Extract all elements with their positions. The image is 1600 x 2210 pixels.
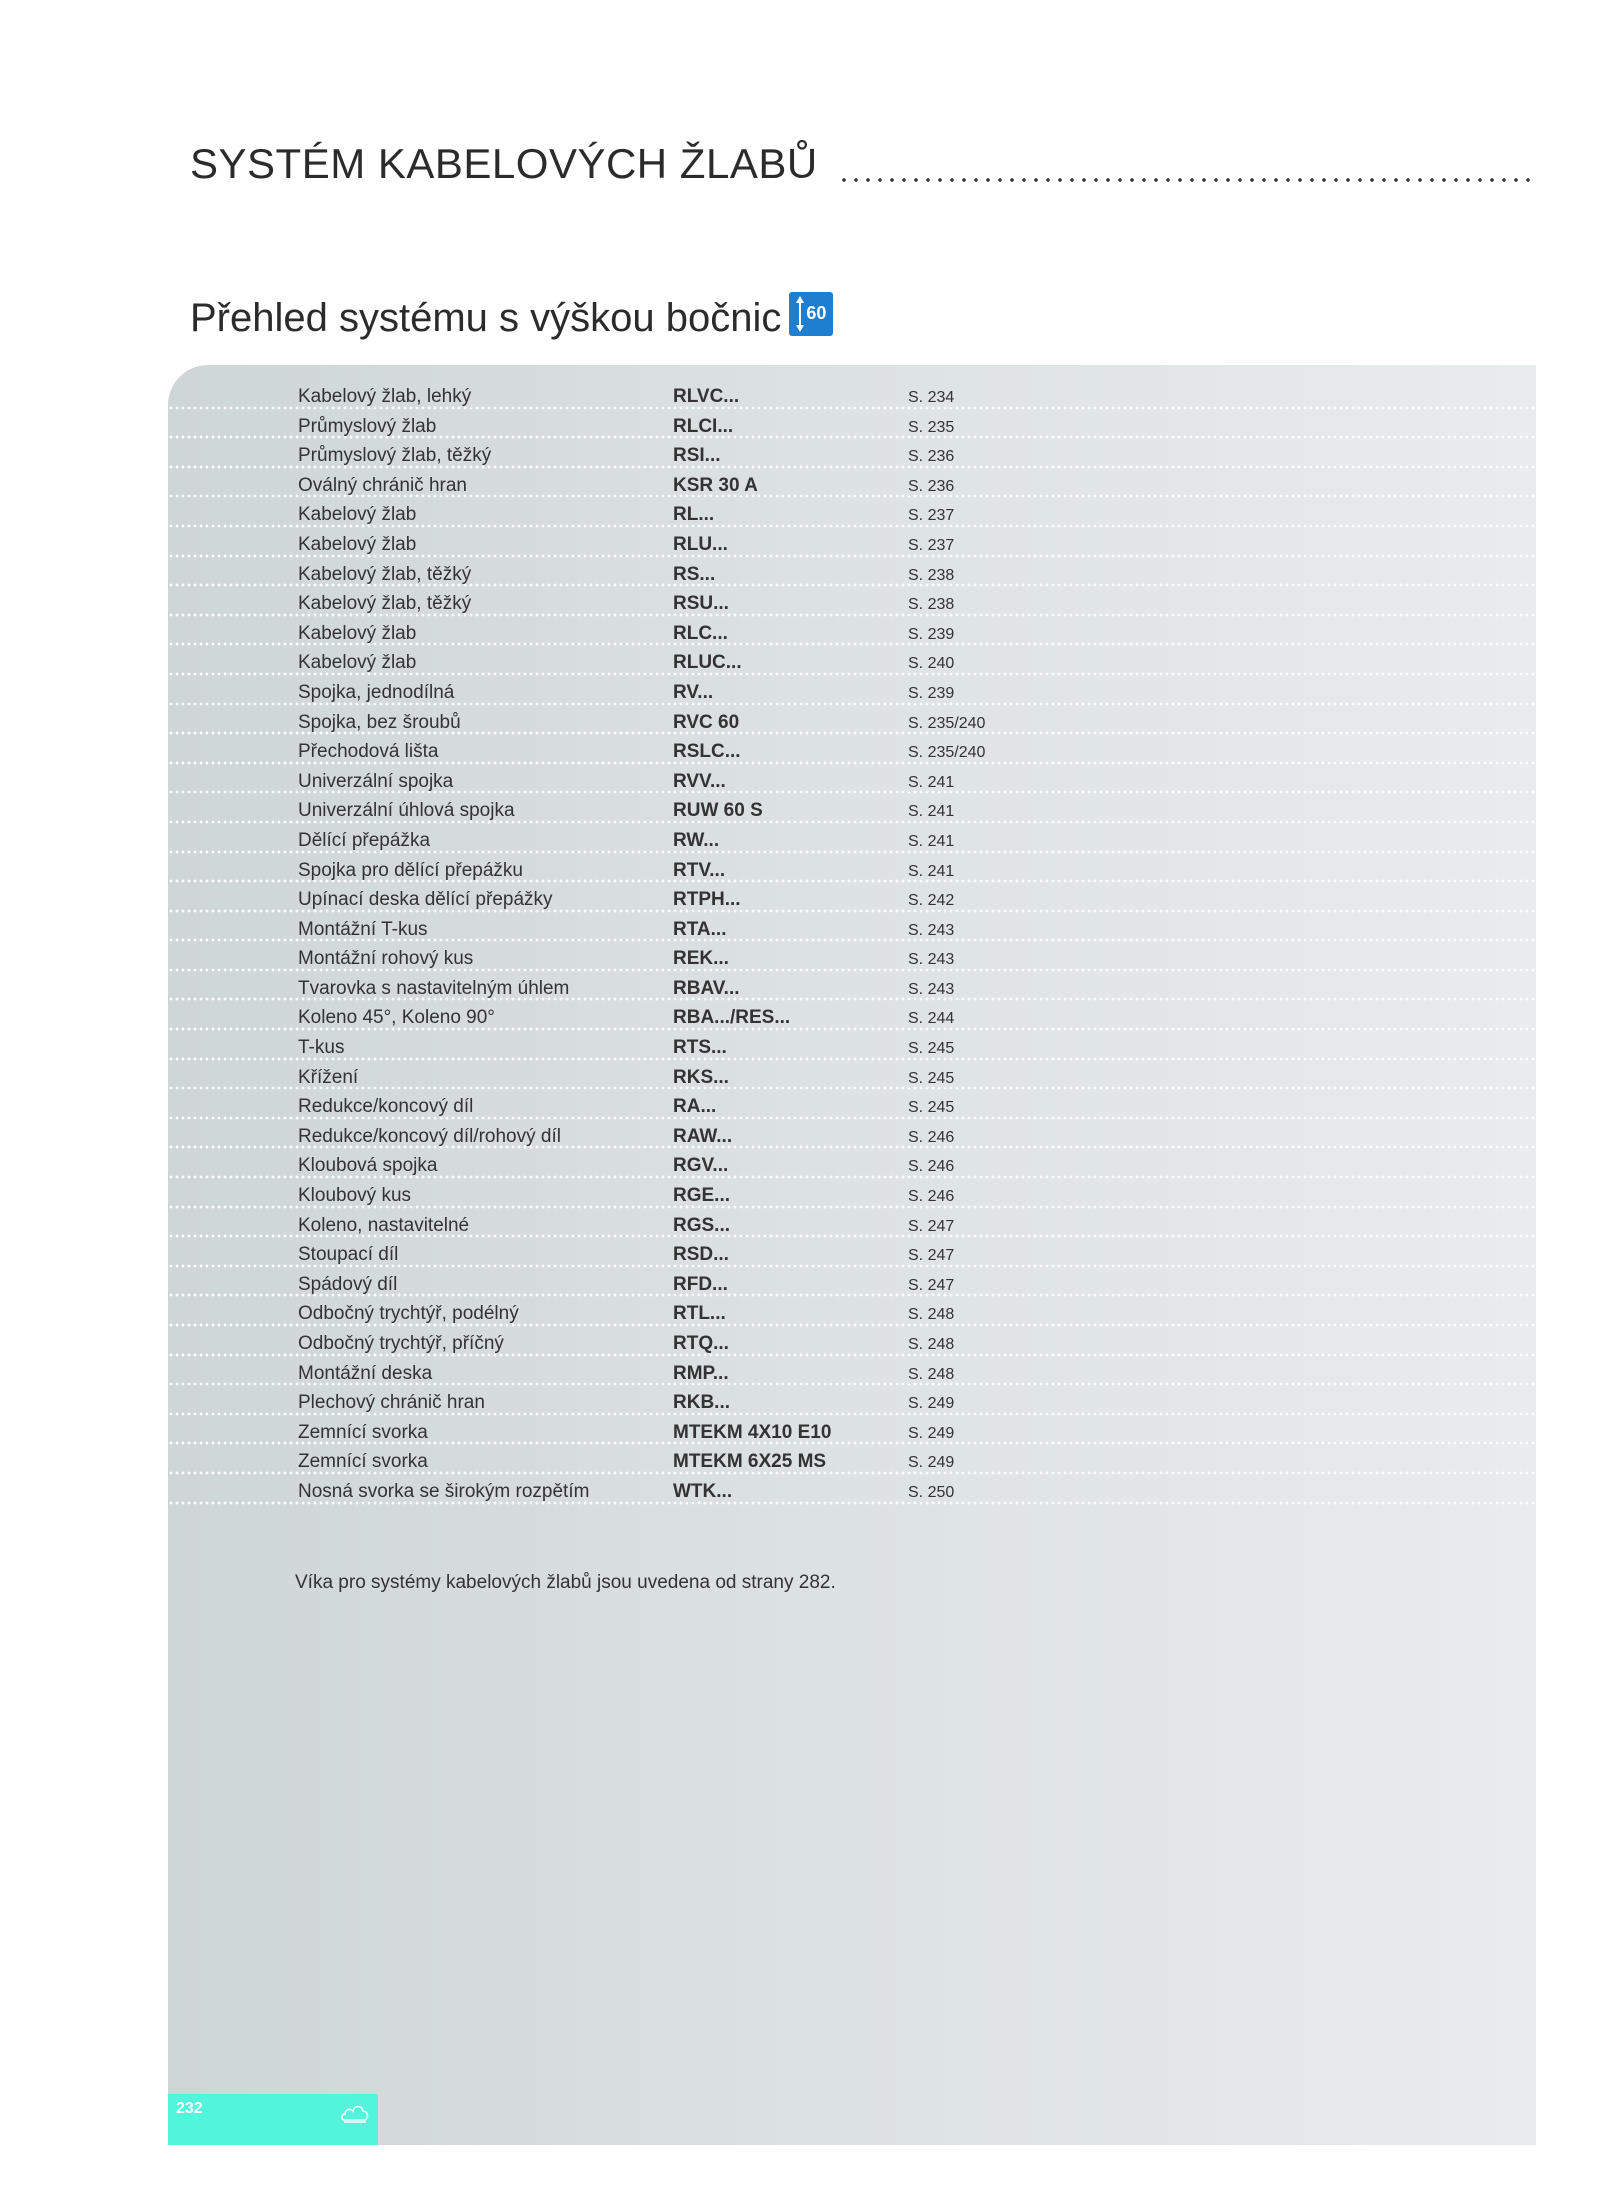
page-reference: S. 238: [908, 566, 955, 584]
table-row: [168, 854, 1536, 884]
page-reference: S. 239: [908, 625, 955, 643]
page-reference: S. 243: [908, 921, 955, 939]
product-code: RLUC...: [673, 652, 742, 674]
product-name: Kabelový žlab: [298, 504, 417, 526]
product-name: Průmyslový žlab, těžký: [298, 445, 492, 467]
product-name: Stoupací díl: [298, 1244, 399, 1266]
table-row: [168, 1386, 1536, 1416]
table-row: [168, 380, 1536, 410]
table-row: [168, 498, 1536, 528]
table-row: [168, 439, 1536, 469]
table-row: [168, 824, 1536, 854]
page-number: 232: [176, 2100, 203, 2117]
product-name: Dělící přepážka: [298, 829, 431, 851]
table-row: [168, 1031, 1536, 1061]
product-code: RMP...: [673, 1362, 729, 1384]
page-reference: S. 249: [908, 1454, 955, 1472]
page-reference: S. 248: [908, 1336, 955, 1353]
product-name: Spojka, bez šroubů: [298, 711, 461, 733]
page-reference: S. 243: [908, 951, 955, 969]
product-code: RGV...: [673, 1155, 729, 1177]
product-code: WTK...: [673, 1480, 733, 1502]
product-code: MTEKM 4X10 E10: [673, 1421, 832, 1443]
table-row: [168, 469, 1536, 499]
product-code: RSU...: [673, 593, 729, 615]
table-row: [168, 1090, 1536, 1120]
product-code: KSR 30 A: [673, 474, 758, 496]
product-code: RTV...: [673, 859, 726, 881]
page-reference: S. 241: [908, 862, 955, 880]
section-heading: [190, 298, 833, 338]
page-reference: S. 248: [908, 1306, 955, 1324]
product-code: RBA.../RES...: [673, 1007, 791, 1029]
table-row: [168, 883, 1536, 913]
page-reference: S. 241: [908, 773, 955, 791]
product-name: Redukce/koncový díl/rohový díl: [298, 1125, 561, 1147]
product-name: Kabelový žlab: [298, 622, 417, 644]
product-name: Oválný chránič hran: [298, 474, 467, 496]
product-name: Kabelový žlab, těžký: [298, 563, 472, 585]
page-reference: S. 237: [908, 536, 955, 554]
product-code: RSI...: [673, 445, 721, 467]
product-code: RTQ...: [673, 1333, 729, 1354]
page-reference: S. 237: [908, 507, 955, 525]
page-reference: S. 247: [908, 1276, 955, 1294]
table-row: [168, 617, 1536, 647]
table-row: [168, 1001, 1536, 1031]
table-row: [168, 1327, 1536, 1357]
product-name: Plechový chránič hran: [298, 1392, 485, 1414]
page-reference: S. 245: [908, 1069, 955, 1087]
table-row: [168, 1149, 1536, 1179]
product-code: RTS...: [673, 1037, 727, 1059]
page-reference: S. 246: [908, 1128, 955, 1146]
table-row: [168, 1120, 1536, 1150]
table-row: [168, 410, 1536, 440]
product-name: Montážní deska: [298, 1362, 433, 1384]
product-name: Univerzální spojka: [298, 770, 454, 792]
page-reference: S. 247: [908, 1247, 955, 1265]
table-row: [168, 794, 1536, 824]
page-reference: S. 240: [908, 655, 955, 673]
page-reference: S. 244: [908, 1010, 955, 1028]
product-code: RLC...: [673, 622, 728, 644]
product-name: Kabelový žlab: [298, 533, 417, 555]
product-code: RAW...: [673, 1125, 733, 1147]
table-row: [168, 1179, 1536, 1209]
page-reference: S. 248: [908, 1365, 955, 1383]
product-code: RLVC...: [673, 386, 740, 407]
table-row: [168, 1268, 1536, 1298]
product-code: RLU...: [673, 533, 728, 555]
product-code: RTL...: [673, 1303, 726, 1325]
table-row: [168, 942, 1536, 972]
page-reference: S. 241: [908, 803, 955, 821]
table-row: [168, 913, 1536, 943]
product-code: RUW 60 S: [673, 800, 763, 822]
product-code: RV...: [673, 681, 714, 703]
product-name: Zemnící svorka: [298, 1421, 428, 1443]
product-code: RW...: [673, 829, 720, 851]
page-reference: S. 247: [908, 1217, 955, 1235]
product-name: Kloubová spojka: [298, 1155, 438, 1177]
product-name: Tvarovka s nastavitelným úhlem: [298, 977, 570, 999]
height-badge-value: 60: [806, 303, 827, 323]
product-name: Upínací deska dělící přepážky: [298, 889, 553, 911]
page-reference: S. 234: [908, 389, 955, 406]
product-code: RFD...: [673, 1273, 728, 1295]
product-name: Přechodová lišta: [298, 741, 439, 763]
page-reference: S. 245: [908, 1099, 955, 1117]
product-code: RSD...: [673, 1244, 729, 1266]
table-row: [168, 646, 1536, 676]
table-row: [168, 1357, 1536, 1387]
product-name: Odbočný trychtýř, příčný: [298, 1333, 504, 1354]
page-reference: S. 245: [908, 1040, 955, 1058]
footnote: Víka pro systémy kabelových žlabů jsou uvedena od strany 282.: [295, 1572, 836, 1593]
table-row: [168, 1416, 1536, 1446]
page-reference: S. 242: [908, 892, 955, 910]
page-reference: S. 249: [908, 1424, 955, 1442]
page-reference: S. 246: [908, 1158, 955, 1176]
product-table: [168, 380, 1536, 1505]
page-header: [190, 125, 1535, 185]
table-row: [168, 558, 1536, 588]
page-reference: S. 246: [908, 1188, 955, 1206]
product-name: Kloubový kus: [298, 1185, 412, 1207]
page-reference: S. 235/240: [908, 714, 986, 732]
product-code: RA...: [673, 1096, 717, 1118]
page-reference: S. 249: [908, 1395, 955, 1413]
table-row: [168, 706, 1536, 736]
product-code: RTA...: [673, 918, 727, 940]
product-code: RSLC...: [673, 741, 741, 763]
product-name: Spojka pro dělící přepážku: [298, 859, 523, 881]
table-row: [168, 1475, 1536, 1505]
product-code: RBAV...: [673, 977, 740, 999]
page-reference: S. 241: [908, 832, 955, 850]
title-dot-leader: [838, 177, 1535, 183]
product-name: Průmyslový žlab: [298, 415, 437, 437]
product-name: Koleno 45°, Koleno 90°: [298, 1007, 495, 1029]
product-name: Kabelový žlab, těžký: [298, 593, 472, 615]
product-code: RGE...: [673, 1185, 731, 1207]
product-code: RS...: [673, 563, 716, 585]
product-name: Zemnící svorka: [298, 1451, 428, 1473]
product-code: REK...: [673, 948, 729, 970]
product-name: Montážní T-kus: [298, 918, 428, 940]
page-reference: S. 239: [908, 684, 955, 702]
product-code: RGS...: [673, 1214, 731, 1236]
product-name: Spádový díl: [298, 1273, 398, 1295]
table-row: [168, 1209, 1536, 1239]
product-code: RL...: [673, 504, 715, 526]
product-code: RKB...: [673, 1392, 730, 1414]
product-code: RLCI...: [673, 415, 734, 437]
page-reference: S. 235/240: [908, 744, 986, 762]
product-name: Koleno, nastavitelné: [298, 1214, 470, 1236]
page-reference: S. 250: [908, 1483, 955, 1501]
page-reference: S. 243: [908, 980, 955, 998]
product-name: Kabelový žlab, lehký: [298, 386, 472, 407]
page-reference: S. 235: [908, 418, 955, 436]
product-name: Montážní rohový kus: [298, 948, 474, 970]
product-code: RKS...: [673, 1066, 729, 1088]
product-code: RTPH...: [673, 889, 741, 911]
page-footer-tab: [168, 2094, 378, 2145]
table-row: [168, 1445, 1536, 1475]
product-name: Kabelový žlab: [298, 652, 417, 674]
product-name: Spojka, jednodílná: [298, 681, 455, 703]
page-title: SYSTÉM KABELOVÝCH ŽLABŮ: [190, 140, 818, 187]
page-reference: S. 236: [908, 448, 955, 466]
table-row: [168, 1061, 1536, 1091]
product-code: MTEKM 6X25 MS: [673, 1451, 827, 1473]
table-row: [168, 972, 1536, 1002]
section-title: Přehled systému s výškou bočnic: [190, 296, 782, 340]
product-code: RVC 60: [673, 711, 740, 733]
height-badge: [789, 292, 833, 336]
product-name: Odbočný trychtýř, podélný: [298, 1303, 519, 1325]
product-name: Redukce/koncový díl: [298, 1096, 474, 1118]
table-row: [168, 587, 1536, 617]
page-reference: S. 238: [908, 596, 955, 614]
table-row: [168, 528, 1536, 558]
product-name: Univerzální úhlová spojka: [298, 800, 515, 822]
product-code: RVV...: [673, 770, 726, 792]
table-row: [168, 1238, 1536, 1268]
product-name: Nosná svorka se širokým rozpětím: [298, 1480, 590, 1502]
cloud-icon: [340, 2100, 370, 2126]
product-name: Křížení: [298, 1066, 359, 1088]
page-reference: S. 236: [908, 477, 955, 495]
table-row: [168, 1297, 1536, 1327]
table-row: [168, 765, 1536, 795]
table-row: [168, 735, 1536, 765]
double-arrow-icon: [795, 296, 805, 332]
table-row: [168, 676, 1536, 706]
product-name: T-kus: [298, 1037, 345, 1059]
